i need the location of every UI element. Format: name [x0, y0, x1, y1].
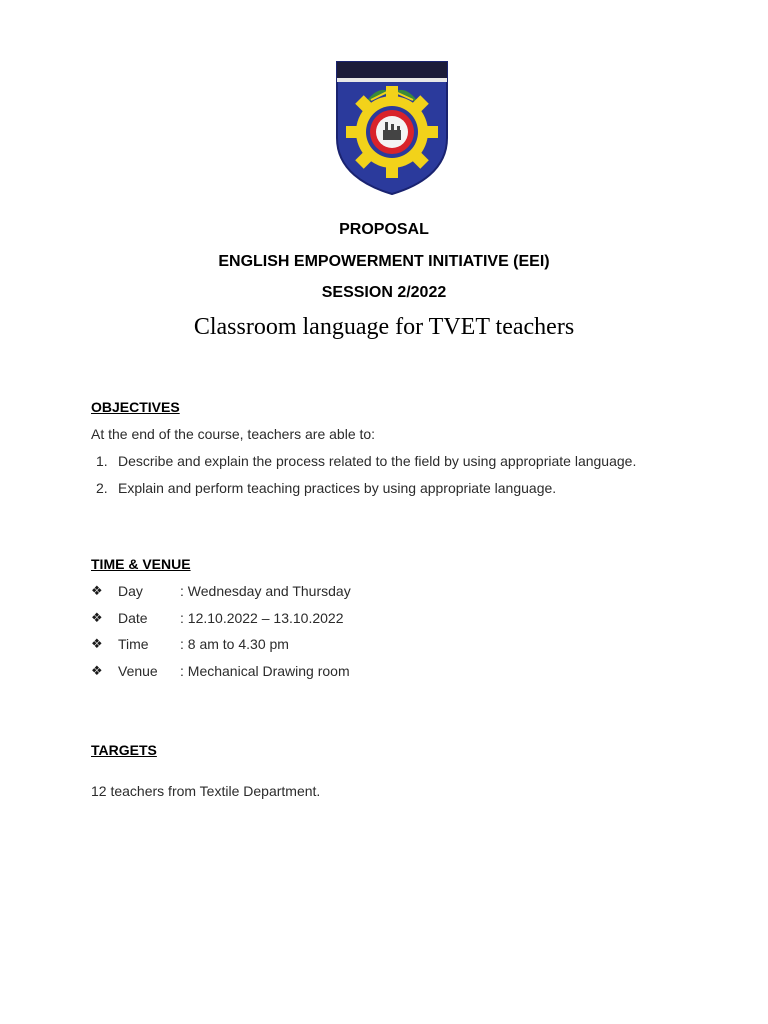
diamond-bullet-icon: ❖: [91, 636, 103, 651]
objective-number: 1.: [96, 453, 108, 469]
objectives-heading: OBJECTIVES: [91, 399, 180, 415]
objective-item: [96, 480, 556, 496]
course-title: Classroom language for TVET teachers: [193, 314, 575, 340]
targets-text: 12 teachers from Textile Department.: [91, 783, 321, 799]
targets-heading: TARGETS: [91, 742, 157, 758]
row-value: : Mechanical Drawing room: [180, 663, 350, 679]
row-label: Venue: [118, 663, 158, 679]
time-venue-heading: TIME & VENUE: [91, 556, 191, 572]
crest-icon: [335, 60, 449, 196]
institute-crest-logo: [335, 60, 449, 196]
row-value: : Wednesday and Thursday: [180, 583, 351, 599]
diamond-bullet-icon: ❖: [91, 583, 103, 598]
row-value: : 12.10.2022 – 13.10.2022: [180, 610, 344, 626]
row-label: Time: [118, 636, 149, 652]
row-value: : 8 am to 4.30 pm: [180, 636, 289, 652]
row-label: Date: [118, 610, 148, 626]
diamond-bullet-icon: ❖: [91, 663, 103, 678]
proposal-heading: PROPOSAL: [339, 221, 429, 238]
objective-number: 2.: [96, 480, 108, 496]
program-heading: ENGLISH EMPOWERMENT INITIATIVE (EEI): [218, 253, 550, 270]
row-label: Day: [118, 583, 143, 599]
objective-text: Explain and perform teaching practices by using appropriate language.: [118, 480, 557, 496]
objective-item: [96, 453, 636, 469]
objective-text: Describe and explain the process related to the field by using appropriate language.: [118, 453, 637, 469]
diamond-bullet-icon: ❖: [91, 610, 103, 625]
objectives-intro: At the end of the course, teachers are able to:: [91, 426, 376, 442]
session-heading: SESSION 2/2022: [321, 284, 447, 301]
